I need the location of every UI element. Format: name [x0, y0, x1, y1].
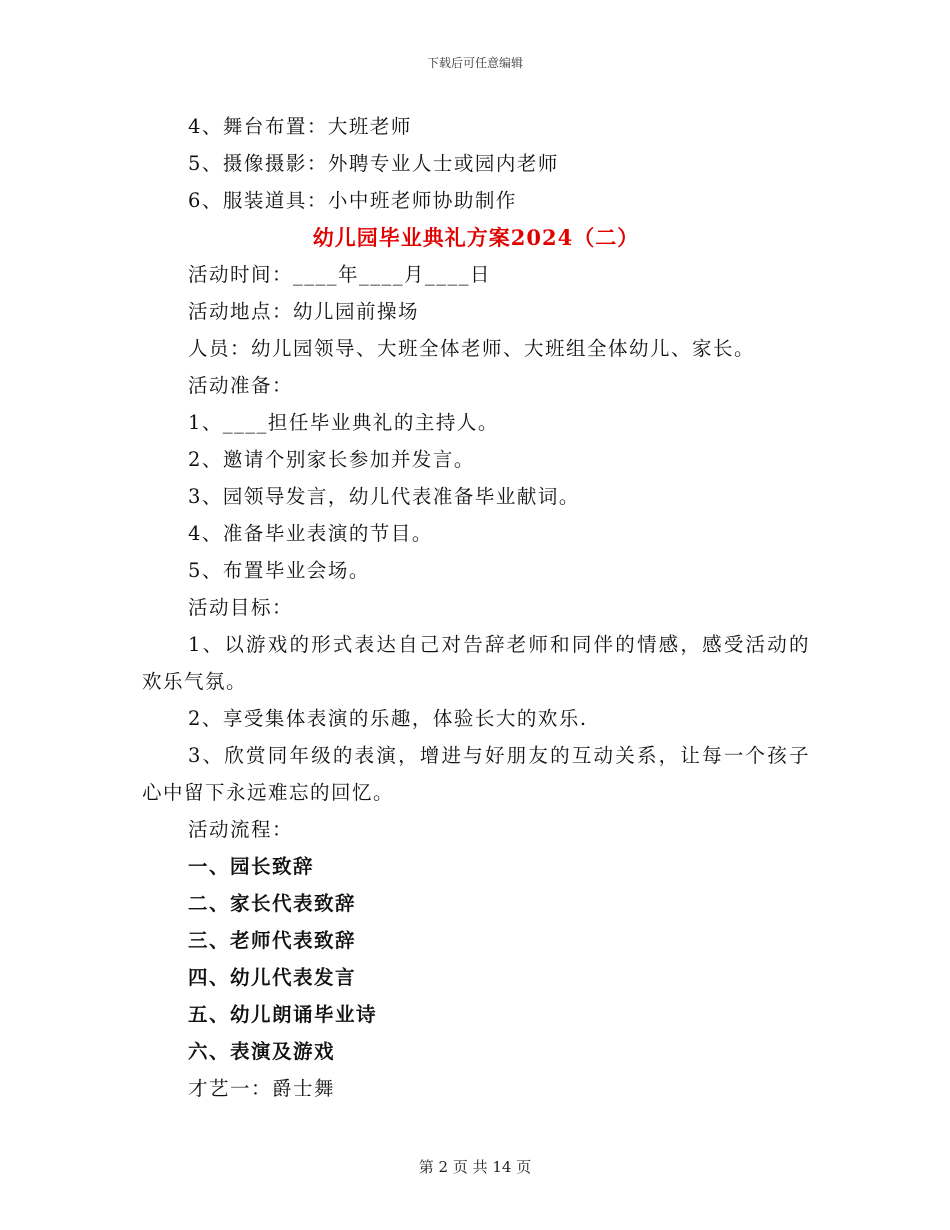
document-body — [142, 108, 810, 1107]
process-step: 四、幼儿代表发言 — [188, 966, 357, 989]
page-header-note: 下载后可任意编辑 — [426, 56, 523, 70]
section-title: 幼儿园毕业典礼方案2024（二） — [312, 225, 640, 250]
list-item: 2、享受集体表演的乐趣，体验长大的欢乐. — [188, 707, 588, 730]
list-item: 5、布置毕业会场。 — [188, 559, 370, 582]
activity-place: 活动地点：幼儿园前操场 — [188, 300, 420, 323]
process-step: 六、表演及游戏 — [188, 1040, 336, 1063]
process-step: 一、园长致辞 — [188, 855, 315, 878]
activity-people: 人员：幼儿园领导、大班全体老师、大班组全体幼儿、家长。 — [188, 337, 756, 360]
process-heading: 活动流程： — [188, 818, 294, 841]
talent-item: 才艺一：爵士舞 — [188, 1077, 336, 1100]
process-step: 三、老师代表致辞 — [188, 929, 357, 952]
list-item: 4、准备毕业表演的节目。 — [188, 522, 433, 545]
list-item: 4、舞台布置：大班老师 — [188, 115, 412, 138]
list-item: 5、摄像摄影：外聘专业人士或园内老师 — [188, 152, 559, 175]
list-item: 3、园领导发言，幼儿代表准备毕业献词。 — [188, 485, 580, 508]
list-item: 1、____担任毕业典礼的主持人。 — [188, 411, 499, 434]
goals-heading: 活动目标： — [188, 596, 294, 619]
page-number: 第 2 页 共 14 页 — [418, 1158, 532, 1176]
list-item: 3、欣赏同年级的表演，增进与好朋友的互动关系，让每一个孩子心中留下永远难忘的回忆。 — [142, 744, 810, 804]
list-item: 6、服装道具：小中班老师协助制作 — [188, 189, 517, 212]
list-item: 1、以游戏的形式表达自己对告辞老师和同伴的情感，感受活动的欢乐气氛。 — [142, 633, 810, 693]
list-item: 2、邀请个别家长参加并发言。 — [188, 448, 475, 471]
process-step: 二、家长代表致辞 — [188, 892, 357, 915]
prep-heading: 活动准备： — [188, 374, 294, 397]
activity-time: 活动时间：____年____月____日 — [188, 263, 492, 286]
process-step: 五、幼儿朗诵毕业诗 — [188, 1003, 378, 1026]
